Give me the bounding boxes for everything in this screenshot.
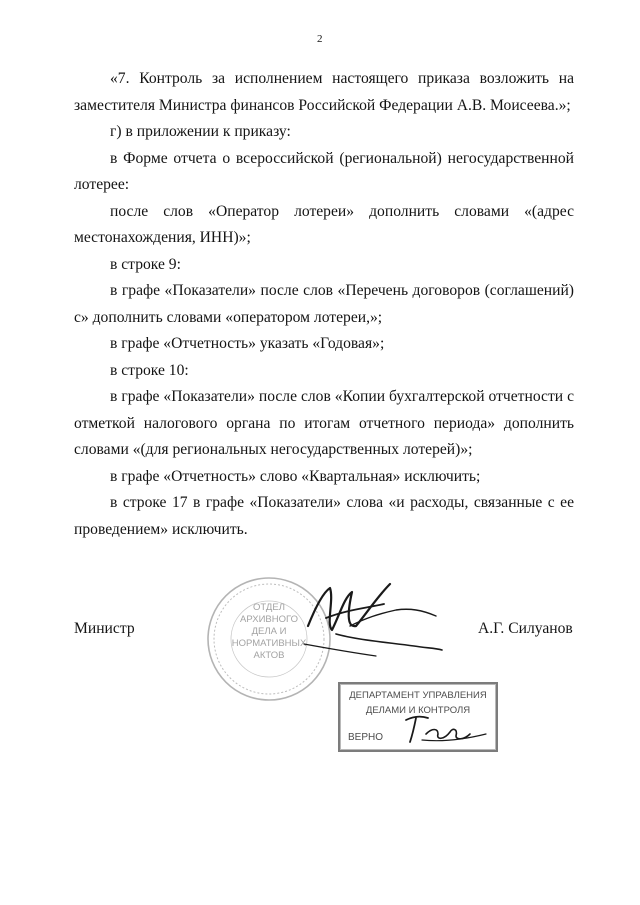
certification-stamp <box>338 682 498 752</box>
paragraph: в строке 9: <box>110 255 181 273</box>
stamp-handwritten-signature <box>392 710 492 748</box>
paragraph: после слов «Оператор лотереи» дополнить словами «(адрес местонахождения, ИНН)»; <box>74 202 574 246</box>
seal-text-line: НОРМАТИВНЫХ <box>231 638 307 649</box>
paragraph: в графе «Отчетность» указать «Годовая»; <box>110 335 385 352</box>
paragraph: в графе «Отчетность» слово «Квартальная» исключить; <box>110 467 481 485</box>
paragraph: в строке 17 в графе «Показатели» слова «и расходы, связанные с ее проведением» исключить. <box>74 494 574 538</box>
paragraph: в графе «Показатели» после слов «Копии бухгалтерской отчетности с отметкой налогового органа по итогам отчетного периода» дополнить словами «(для региональных негосударственных лотерей)»; <box>74 388 574 458</box>
seal-text-line: ОТДЕЛ <box>253 602 285 613</box>
seal-text-line: АРХИВНОГО <box>240 614 298 625</box>
page-number: 2 <box>317 33 323 45</box>
stamp-department: ДЕПАРТАМЕНТ УПРАВЛЕНИЯ <box>349 690 487 701</box>
seal-text-line: ДЕЛА И <box>251 626 287 637</box>
order-text <box>74 66 574 543</box>
handwritten-signature <box>286 570 476 665</box>
signatory-name: А.Г. Силуанов <box>478 620 573 637</box>
paragraph: в графе «Показатели» после слов «Перечень договоров (соглашений) с» дополнить словами «оператором лотереи,»; <box>74 282 574 326</box>
paragraph: г) в приложении к приказу: <box>110 123 291 140</box>
stamp-division: ДЕЛАМИ И КОНТРОЛЯ <box>365 705 471 716</box>
paragraph: «7. Контроль за исполнением настоящего приказа возложить на заместителя Министра финансов Российской Федерации А.В. Моисеева.»; <box>74 70 574 114</box>
stamp-verification: ВЕРНО <box>348 732 384 743</box>
seal-text-line: АКТОВ <box>253 650 285 661</box>
paragraph: в строке 10: <box>110 361 189 379</box>
paragraph: в Форме отчета о всероссийской (региональной) негосударственной лотерее: <box>74 149 574 193</box>
signatory-title: Министр <box>74 620 135 637</box>
